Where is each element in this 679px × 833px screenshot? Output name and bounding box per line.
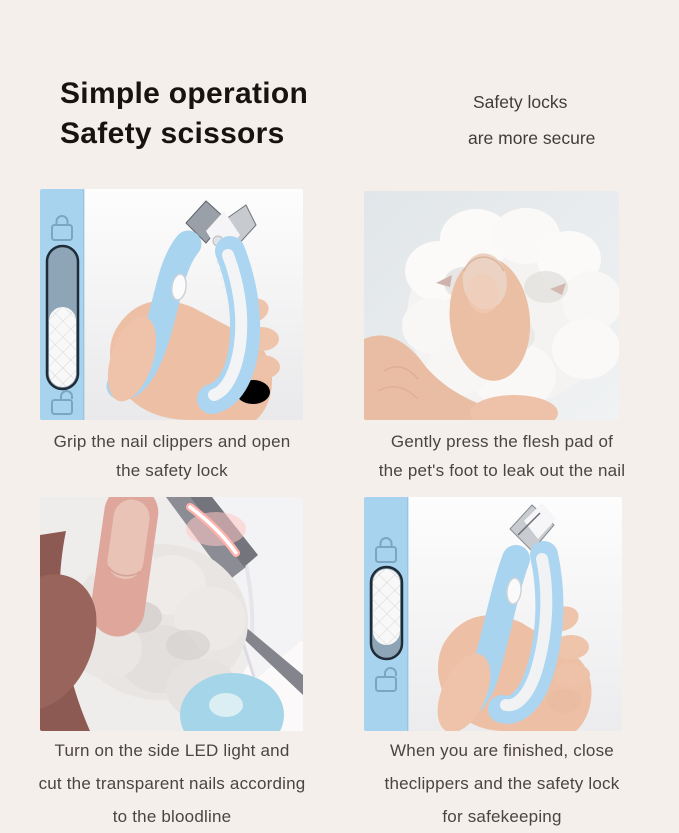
title-line-2: Safety scissors: [60, 117, 285, 150]
step-4-caption: [347, 734, 657, 833]
step-3-caption: [12, 734, 332, 833]
caption-line: cut the transparent nails according: [38, 774, 306, 793]
lock-slider: [47, 246, 78, 389]
led-clipping-illustration: [40, 497, 303, 731]
title-line-1: Simple operation: [60, 77, 309, 110]
caption-line: Gently press the flesh pad of: [390, 432, 614, 451]
caption-line: Grip the nail clippers and open: [53, 432, 291, 451]
safety-lock-strip: [40, 189, 85, 420]
subtitle-line-2: are more secure: [468, 128, 596, 148]
caption-line: the safety lock: [116, 461, 228, 480]
caption-line: to the bloodline: [112, 807, 232, 826]
step-1-photo: [40, 189, 303, 420]
lock-slider: [371, 567, 402, 659]
cat-paw-illustration: [364, 191, 619, 420]
caption-line: When you are finished, close: [390, 741, 614, 760]
step-3-photo: [40, 497, 303, 731]
caption-line: for safekeeping: [442, 807, 562, 826]
step-1-caption: [22, 427, 322, 485]
subtitle-line-1: Safety locks: [473, 92, 568, 112]
caption-line: the pet's foot to leak out the nail: [378, 461, 626, 480]
page-title: [60, 74, 308, 154]
caption-line: theclippers and the safety lock: [384, 774, 620, 793]
closed-clippers-illustration: [364, 497, 622, 731]
step-2-photo: [364, 191, 619, 420]
safety-lock-strip: [364, 497, 409, 731]
caption-line: Turn on the side LED light and: [54, 741, 290, 760]
open-clippers-illustration: [40, 189, 303, 420]
step-4-photo: [364, 497, 622, 731]
page-subtitle: [468, 84, 595, 156]
step-2-caption: [352, 427, 652, 485]
